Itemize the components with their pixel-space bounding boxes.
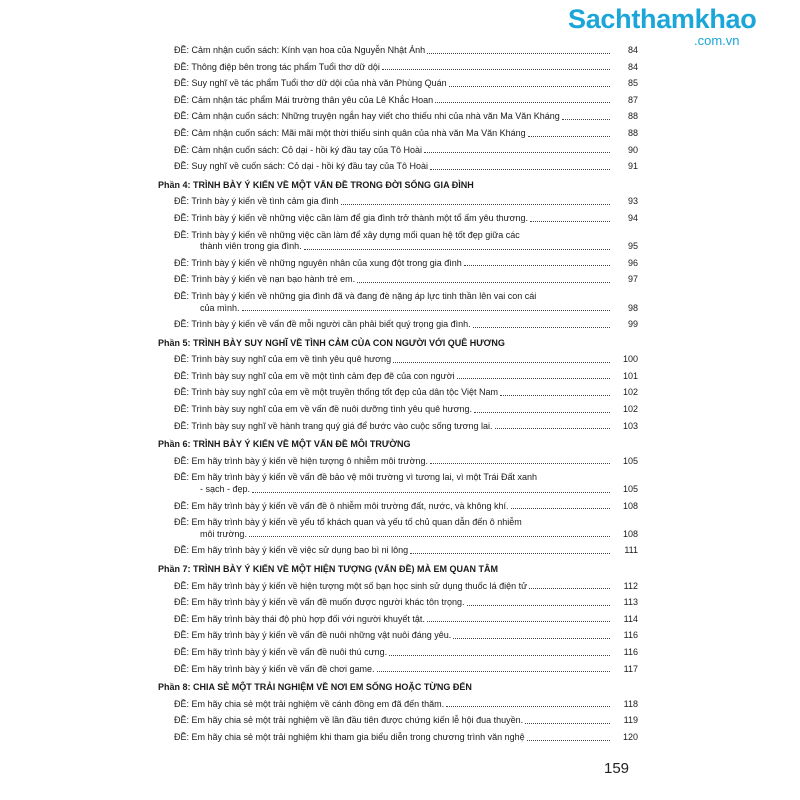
toc-entry	[158, 125, 638, 142]
dot-leader	[430, 169, 610, 170]
toc-entry-title	[174, 614, 425, 626]
toc-entry	[158, 271, 638, 288]
toc-entry	[158, 578, 638, 595]
dot-leader	[511, 508, 610, 509]
toc-entry-label: ĐỀ:	[174, 319, 190, 330]
toc-entry-title	[174, 145, 422, 157]
toc-entry-text: Trình bày ý kiến về vấn đề mỗi người cần phải biết quý trọng gia đình.	[191, 319, 471, 330]
toc-entry-label: ĐỀ:	[174, 715, 190, 726]
toc-entry-label: ĐỀ:	[174, 580, 190, 591]
toc-entry-text: Trình bày ý kiến về những nguyên nhân của xung đột trong gia đình	[191, 257, 462, 268]
toc-entry	[158, 210, 638, 227]
logo-domain: .com.vn	[694, 33, 740, 48]
toc-entry	[158, 351, 638, 368]
toc-page-number: 99	[627, 319, 638, 330]
logo-wordmark: Sachthamkhao	[568, 4, 757, 34]
toc-entry	[158, 712, 638, 729]
toc-entry-title	[174, 45, 425, 57]
toc-entry-label: ĐỀ:	[174, 698, 190, 709]
toc-entry-label: ĐỀ:	[174, 404, 190, 415]
toc-page-number: 103	[622, 420, 638, 431]
dot-leader	[446, 706, 610, 707]
toc-entry	[158, 644, 638, 661]
toc-page-number: 84	[627, 45, 638, 55]
toc-entry	[158, 227, 638, 255]
toc-entry-label: ĐỀ:	[174, 455, 190, 466]
toc-entry-title	[158, 180, 474, 192]
toc-entry	[158, 316, 638, 333]
toc-entry	[158, 255, 638, 272]
toc-entry-title	[174, 501, 509, 513]
toc-page-number: 90	[627, 144, 638, 155]
toc-page-number: 105	[622, 484, 638, 495]
toc-entry-text: Suy nghĩ về cuốn sách: Cỏ dại - hồi ký đầu tay của Tô Hoài	[191, 161, 429, 172]
toc-entry-text: Trình bày suy nghĩ về hành trang quý giá để bước vào cuộc sống tương lai.	[191, 420, 493, 431]
toc-entry-label: ĐỀ:	[174, 420, 190, 431]
toc-entry	[158, 92, 638, 109]
dot-leader	[410, 553, 610, 554]
toc-page-number: 97	[627, 274, 638, 285]
toc-entry-text: Thông điệp bên trong tác phẩm Tuổi thơ dữ dội	[191, 61, 380, 72]
toc-entry-label: ĐỀ:	[174, 731, 190, 742]
toc-entry-label: ĐỀ:	[174, 354, 190, 365]
toc-section-heading	[158, 177, 638, 194]
toc-entry-continuation: môi trường.	[200, 528, 247, 539]
toc-entry-title	[174, 161, 428, 173]
toc-entry-text: Trình bày ý kiến về những việc cần làm để gia đình trở thành một tổ ấm yêu thương.	[191, 212, 529, 223]
dot-leader	[435, 102, 610, 103]
toc-entry	[158, 514, 638, 542]
toc-page-number: 98	[627, 302, 638, 313]
toc-entry-text: Em hãy trình bày ý kiến về vấn đề ô nhiễm môi trường đất, nước, và không khí.	[191, 500, 509, 511]
toc-entry-title	[174, 274, 355, 286]
toc-page-number: 100	[622, 354, 638, 365]
toc-entry-title	[174, 517, 522, 529]
toc-entry	[158, 661, 638, 678]
toc-page-number: 118	[623, 698, 638, 709]
toc-entry-text: Trình bày ý kiến về tình cảm gia đình	[191, 196, 339, 207]
toc-entry-text: TRÌNH BÀY SUY NGHĨ VỀ TÌNH CẢM CỦA CON NGƯỜI VỚI QUÊ HƯƠNG	[193, 337, 505, 348]
toc-entry-title	[174, 545, 408, 557]
toc-entry-text: TRÌNH BÀY Ý KIẾN VỀ MỘT HIỆN TƯỢNG (VẤN ĐỀ) MÀ EM QUAN TÂM	[193, 564, 499, 574]
dot-leader	[525, 723, 610, 724]
toc-entry-title	[174, 597, 465, 609]
toc-page-number: 112	[623, 580, 638, 591]
toc-entry-title	[174, 630, 451, 642]
toc-entry	[158, 498, 638, 515]
toc-entry-label: ĐỀ:	[174, 111, 190, 122]
toc-entry	[158, 611, 638, 628]
toc-page-number: 88	[627, 127, 638, 138]
toc-entry-title	[174, 291, 536, 303]
toc-entry-label: ĐỀ:	[174, 630, 190, 641]
dot-leader	[527, 740, 610, 741]
toc-entry-title	[174, 62, 380, 74]
toc-entry-label: ĐỀ:	[174, 370, 190, 381]
toc-entry-text: Suy nghĩ về tác phẩm Tuổi thơ dữ dội của nhà văn Phùng Quán	[191, 78, 447, 89]
toc-entry-text: TRÌNH BÀY Ý KIẾN VỀ MỘT VẤN ĐỀ TRONG ĐỜI SỐNG GIA ĐÌNH	[193, 179, 474, 190]
toc-entry-title	[174, 371, 455, 383]
toc-page-number: 120	[622, 731, 638, 742]
toc-page-number: 95	[627, 241, 638, 252]
toc-entry-label: ĐỀ:	[174, 45, 190, 55]
toc-entry-label: ĐỀ:	[174, 472, 190, 483]
dot-leader	[242, 310, 610, 311]
toc-entry-text: Cảm nhận cuốn sách: Mãi mãi một thời thiếu sinh quân của nhà văn Ma Văn Kháng	[191, 127, 526, 138]
page-number: 159	[604, 760, 630, 777]
toc-entry-title	[174, 128, 526, 140]
toc-section-heading	[158, 335, 638, 352]
dot-leader	[427, 621, 610, 622]
toc-entry-text: Em hãy trình bày ý kiến về vấn đề muốn được người khác tôn trọng.	[191, 597, 465, 608]
dot-leader	[529, 588, 610, 589]
dot-leader	[382, 69, 610, 70]
dot-leader	[473, 327, 610, 328]
toc-entry-text: Cảm nhận cuốn sách: Những truyện ngắn hay viết cho thiếu nhi của nhà văn Ma Văn Kháng	[191, 111, 560, 122]
toc-entry-title	[174, 196, 339, 208]
dot-leader	[389, 655, 610, 656]
toc-entry-text: Em hãy chia sẻ một trải nghiệm khi tham gia biểu diễn trong chương trình văn nghệ	[191, 731, 525, 742]
toc-entry-text: Em hãy trình bày ý kiến về việc sử dụng bao bì ni lông	[191, 545, 409, 556]
toc-entry-text: Cảm nhận cuốn sách: Cỏ dại - hồi ký đầu tay của Tô Hoài	[191, 144, 422, 155]
toc-entry-label: Phần 6:	[158, 439, 191, 450]
toc-page-number: 102	[622, 404, 638, 415]
toc-entry-text: Trình bày ý kiến về nạn bạo hành trẻ em.	[191, 274, 356, 285]
toc-entry-title	[158, 564, 498, 576]
toc-entry	[158, 368, 638, 385]
dot-leader	[467, 605, 610, 606]
toc-entry	[158, 384, 638, 401]
dot-leader	[500, 395, 610, 396]
toc-entry-title	[174, 647, 387, 659]
toc-entry-label: ĐỀ:	[174, 257, 190, 268]
toc-entry-title	[174, 258, 462, 270]
toc-entry-title	[174, 319, 471, 331]
toc-page-number: 119	[623, 715, 638, 726]
toc-entry-title	[174, 213, 528, 225]
toc-entry-text: Em hãy trình bày ý kiến về vấn đề nuôi thú cưng.	[191, 646, 388, 657]
toc-entry-text: Em hãy trình bày ý kiến về vấn đề chơi game.	[191, 663, 375, 674]
toc-entry-title	[174, 421, 493, 433]
toc-entry-text: Em hãy trình bày ý kiến về vấn đề bảo vệ môi trường vì tương lai, vì một Trái Đất xanh	[191, 472, 538, 483]
toc-entry-label: ĐỀ:	[174, 646, 190, 657]
toc-section-heading	[158, 436, 638, 453]
toc-entry-title	[174, 732, 525, 744]
toc-entry	[158, 401, 638, 418]
toc-entry-text: Em hãy trình bày ý kiến về yếu tố khách quan và yếu tố chủ quan dẫn đến ô nhiễm	[191, 517, 522, 528]
dot-leader	[528, 136, 610, 137]
toc-entry-title	[174, 354, 391, 366]
dot-leader	[393, 362, 610, 363]
toc-page-number: 116	[623, 646, 638, 657]
toc-page-number: 105	[622, 455, 638, 466]
toc-entry-text: Em hãy chia sẻ một trải nghiệm về cánh đồng em đã đến thăm.	[191, 698, 445, 709]
dot-leader	[430, 463, 610, 464]
toc-entry-label: ĐỀ:	[174, 517, 190, 528]
toc-entry	[158, 142, 638, 159]
toc-entry-label: ĐỀ:	[174, 545, 190, 556]
toc-entry-title	[174, 456, 428, 468]
toc-entry	[158, 418, 638, 435]
toc-entry	[158, 729, 638, 746]
toc-entry-text: Trình bày suy nghĩ của em về một tình cảm đẹp đẽ của con người	[191, 370, 455, 381]
toc-page-number: 102	[622, 387, 638, 398]
toc-entry-label: ĐỀ:	[174, 290, 190, 301]
dot-leader	[249, 536, 610, 537]
toc-page-number: 108	[622, 500, 638, 511]
toc-entry-continuation: - sạch - đẹp.	[200, 484, 251, 495]
toc-entry-text: TRÌNH BÀY Ý KIẾN VỀ MỘT VẤN ĐỀ MÔI TRƯỜNG	[193, 439, 411, 450]
toc-entry-label: ĐỀ:	[174, 94, 190, 105]
toc-page-number: 94	[627, 212, 638, 223]
toc-entry-label: ĐỀ:	[174, 387, 190, 398]
toc-entry-title	[174, 404, 472, 416]
toc-entry-label: ĐỀ:	[174, 161, 190, 172]
toc-entry-title	[174, 581, 527, 593]
toc-entry-text: Trình bày ý kiến về những gia đình đã và đang đè nặng áp lực tinh thần lên vai con cái	[191, 290, 537, 301]
toc-entry-label: ĐỀ:	[174, 78, 190, 89]
toc-entry-label: Phần 4:	[158, 179, 191, 190]
toc-entry-title	[174, 472, 537, 484]
toc-entry-label: ĐỀ:	[174, 500, 190, 511]
toc-entry-title	[158, 338, 505, 350]
dot-leader	[449, 86, 610, 87]
toc-entry-label: Phần 7:	[158, 564, 191, 574]
toc-entry	[158, 542, 638, 559]
toc-entry-label: ĐỀ:	[174, 212, 190, 223]
table-of-contents	[158, 42, 638, 746]
dot-leader	[252, 492, 610, 493]
toc-page-number: 108	[622, 528, 638, 539]
toc-entry	[158, 193, 638, 210]
toc-page-number: 85	[627, 78, 638, 89]
toc-entry	[158, 108, 638, 125]
toc-page-number: 96	[627, 257, 638, 268]
toc-entry-title	[174, 95, 433, 107]
toc-entry-title	[174, 78, 447, 90]
toc-entry-text: Em hãy trình bày ý kiến về hiện tượng một số bạn học sinh sử dụng thuốc lá điện tử	[191, 580, 528, 591]
toc-page-number: 116	[623, 630, 638, 641]
dot-leader	[530, 221, 610, 222]
toc-entry-text: Cảm nhận tác phẩm Mái trường thân yêu của Lê Khắc Hoan	[191, 94, 434, 105]
toc-entry-text: Cảm nhận cuốn sách: Kính vạn hoa của Nguyễn Nhật Ánh	[191, 45, 426, 55]
toc-entry	[158, 75, 638, 92]
toc-page-number: 93	[627, 196, 638, 207]
dot-leader	[453, 638, 610, 639]
toc-entry-label: Phần 8:	[158, 682, 191, 693]
toc-entry-text: Em hãy trình bày ý kiến về vấn đề nuôi những vật nuôi đáng yêu.	[191, 630, 452, 641]
toc-entry	[158, 594, 638, 611]
toc-entry-text: CHIA SẺ MỘT TRẢI NGHIỆM VỀ NƠI EM SỐNG HOẶC TỪNG ĐẾN	[193, 682, 472, 693]
dot-leader	[424, 152, 610, 153]
toc-entry-text: Trình bày suy nghĩ của em về một truyền thống tốt đẹp của dân tộc Việt Nam	[191, 387, 499, 398]
toc-entry-continuation: thành viên trong gia đình.	[200, 241, 302, 252]
toc-entry-title	[174, 699, 444, 711]
toc-entry	[158, 42, 638, 59]
dot-leader	[495, 428, 610, 429]
toc-entry-label: ĐỀ:	[174, 144, 190, 155]
dot-leader	[562, 119, 610, 120]
toc-entry-text: Trình bày ý kiến về những việc cần làm để xây dựng mối quan hệ tốt đẹp giữa các	[191, 229, 520, 240]
dot-leader	[377, 671, 610, 672]
toc-page-number: 114	[623, 613, 638, 624]
toc-entry-label: ĐỀ:	[174, 127, 190, 138]
toc-page-number: 101	[622, 370, 638, 381]
toc-entry-title	[174, 111, 560, 123]
toc-entry-text: Em hãy chia sẻ một trải nghiệm về lần đầu tiên được chứng kiến lễ hội đua thuyền.	[191, 715, 524, 726]
toc-entry-label: ĐỀ:	[174, 196, 190, 207]
toc-entry-label: Phần 5:	[158, 337, 191, 348]
toc-entry-title	[158, 439, 411, 451]
toc-page-number: 91	[627, 161, 638, 172]
toc-entry-title	[174, 230, 520, 242]
toc-page-number: 117	[623, 663, 638, 674]
dot-leader	[427, 53, 610, 54]
toc-section-heading	[158, 561, 638, 578]
toc-entry-continuation: của mình.	[200, 302, 240, 313]
toc-page-number: 87	[627, 94, 638, 105]
dot-leader	[464, 265, 610, 266]
toc-entry-label: ĐỀ:	[174, 274, 190, 285]
dot-leader	[357, 282, 610, 283]
dot-leader	[304, 249, 610, 250]
toc-entry-label: ĐỀ:	[174, 61, 190, 72]
toc-entry	[158, 453, 638, 470]
toc-page-number: 111	[624, 545, 638, 556]
toc-section-heading	[158, 679, 638, 696]
toc-entry-title	[158, 682, 472, 694]
dot-leader	[457, 378, 610, 379]
toc-entry	[158, 469, 638, 497]
toc-entry	[158, 59, 638, 76]
toc-entry-label: ĐỀ:	[174, 597, 190, 608]
toc-page-number: 113	[623, 597, 638, 608]
dot-leader	[341, 204, 610, 205]
toc-entry-label: ĐỀ:	[174, 229, 190, 240]
dot-leader	[474, 412, 610, 413]
toc-entry-title	[174, 715, 523, 727]
toc-entry-title	[174, 664, 375, 676]
toc-page-number: 84	[627, 61, 638, 72]
toc-entry-text: Em hãy trình bày thái độ phù hợp đối với người khuyết tật.	[191, 613, 425, 624]
toc-entry	[158, 696, 638, 713]
toc-entry-label: ĐỀ:	[174, 613, 190, 624]
toc-page-number: 88	[627, 111, 638, 122]
toc-entry	[158, 627, 638, 644]
toc-entry-label: ĐỀ:	[174, 663, 190, 674]
toc-entry-text: Trình bày suy nghĩ của em về tình yêu quê hương	[191, 354, 392, 365]
toc-entry	[158, 288, 638, 316]
toc-entry-text: Trình bày suy nghĩ của em về vấn đề nuôi dưỡng tình yêu quê hương.	[191, 404, 473, 415]
toc-entry-text: Em hãy trình bày ý kiến về hiện tượng ô nhiễm môi trường.	[191, 455, 428, 466]
toc-entry	[158, 158, 638, 175]
toc-entry-title	[174, 387, 498, 399]
